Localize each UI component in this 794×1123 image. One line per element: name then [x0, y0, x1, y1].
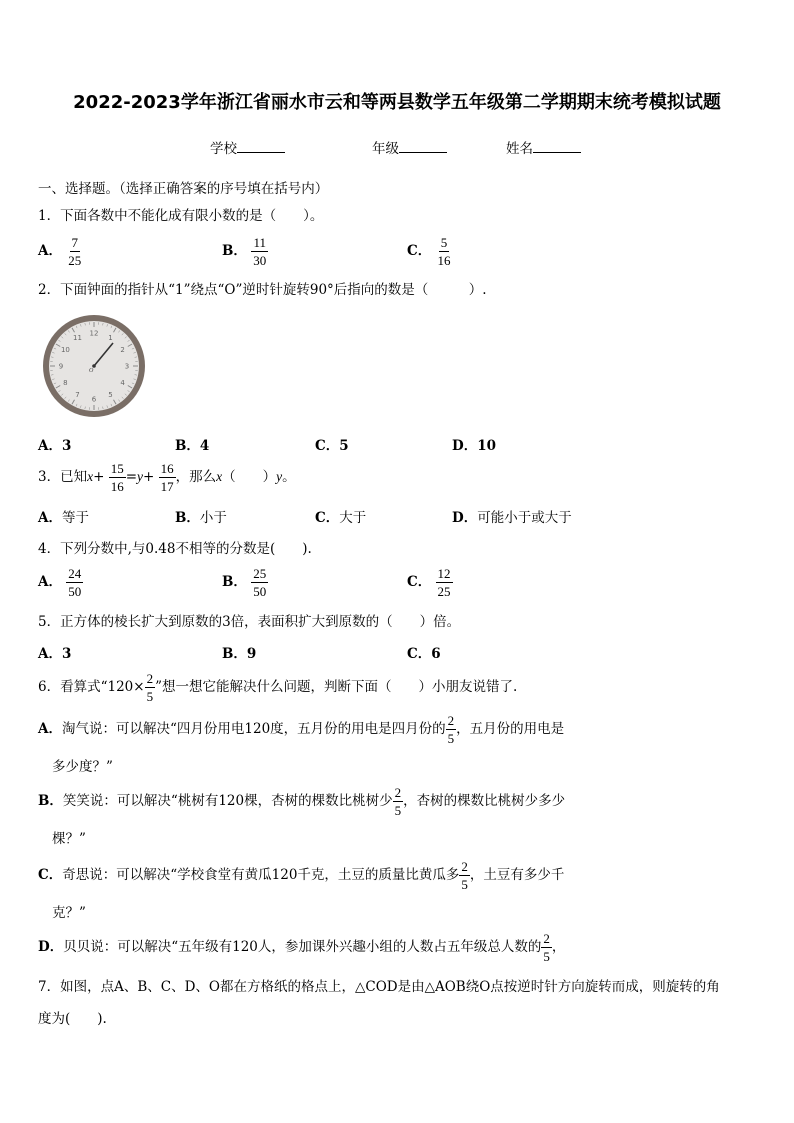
q3-prefix: 3．已知: [38, 469, 88, 485]
clock-number: 12: [89, 329, 99, 338]
equals-sign: =: [125, 469, 138, 485]
q3-option-a: [38, 509, 89, 527]
q6-option-c: [38, 860, 564, 891]
option-letter: C．: [407, 646, 432, 662]
grade-blank: [399, 140, 447, 153]
option-letter: C．: [407, 574, 432, 590]
q4-option-a: [38, 567, 83, 598]
question-4-stem: 4．下列分数中,与0.48不相等的分数是( ).: [38, 541, 312, 557]
option-letter: B．: [38, 793, 63, 809]
option-text: 贝贝说：可以解决“五年级有120人，参加课外兴趣小组的人数占五年级总人数的: [63, 939, 542, 955]
grade-field: [372, 140, 447, 158]
q3-option-d: [452, 509, 572, 527]
plus-sign: +: [143, 469, 155, 485]
q5-option-b: [222, 645, 256, 663]
q6-stem-part: 6．看算式“120×: [38, 679, 145, 695]
option-text: ，五月份的用电是: [456, 721, 565, 737]
question-3-stem: [38, 462, 296, 493]
option-letter: B．: [175, 438, 200, 454]
denominator: 50: [68, 584, 82, 599]
q2-option-a: [38, 437, 71, 455]
option-letter: B．: [175, 510, 200, 526]
question-7-line1: 7．如图，点A、B、C、D、O都在方格纸的格点上，△COD是由△AOB绕O点按逆时针方向旋转而成，则旋转的角: [38, 979, 720, 995]
option-text: 小于: [199, 510, 227, 526]
clock-number: 6: [91, 395, 97, 404]
numerator: 2: [461, 859, 468, 874]
fraction: [436, 236, 453, 267]
option-text: ，土豆有多少千: [469, 867, 565, 883]
q6-option-d: [38, 932, 565, 963]
q6-option-b-continued: 棵？”: [52, 831, 86, 847]
fraction: [436, 567, 453, 598]
clock-number: 7: [75, 391, 80, 400]
option-letter: C．: [407, 243, 432, 259]
q6-option-c-continued: 克？”: [52, 905, 86, 921]
fraction: [446, 714, 457, 745]
option-letter: A．: [38, 721, 62, 737]
option-letter: B．: [222, 243, 247, 259]
option-text: 9: [246, 646, 257, 662]
q2-option-b: [175, 437, 209, 455]
denominator: 17: [160, 479, 174, 494]
denominator: 5: [543, 949, 550, 964]
q1-option-b: [222, 236, 268, 267]
q3-mid: ，那么: [175, 469, 217, 485]
option-letter: B．: [222, 574, 247, 590]
q6-option-a: [38, 714, 564, 745]
clock-number: 2: [120, 346, 125, 354]
denominator: 16: [437, 253, 451, 268]
q4-option-b: [222, 567, 268, 598]
section-heading: 一、选择题。（选择正确答案的序号填在括号内）: [38, 181, 329, 197]
answer-blank: （ ）: [222, 469, 277, 485]
clock-number: 5: [108, 391, 113, 400]
school-field: [210, 140, 285, 158]
numerator: 7: [71, 235, 79, 250]
option-text: 大于: [339, 510, 367, 526]
question-1-stem: 1．下面各数中不能化成有限小数的是（ ）。: [38, 208, 324, 224]
numerator: 16: [160, 461, 174, 476]
q5-option-c: [407, 645, 441, 663]
clock-number: 1: [108, 333, 113, 342]
numerator: 25: [253, 566, 267, 581]
q4-option-c: [407, 567, 453, 598]
q3-option-c: [315, 509, 366, 527]
denominator: 5: [394, 803, 402, 818]
clock-number: 4: [120, 379, 125, 387]
question-6-stem: [38, 672, 517, 703]
q6-option-b: [38, 786, 565, 817]
fraction: [393, 786, 404, 817]
option-letter: C．: [315, 438, 340, 454]
numerator: 5: [440, 235, 448, 250]
q3-option-b: [175, 509, 227, 527]
clock-number: 3: [124, 362, 130, 371]
option-text: 10: [477, 438, 497, 454]
numerator: 2: [543, 931, 550, 946]
name-label: 姓名: [506, 141, 533, 157]
q6-stem-part: ”想一想它能解决什么问题，判断下面（ ）小朋友说错了.: [155, 679, 518, 695]
var-y: y: [276, 469, 283, 484]
numerator: 2: [146, 671, 154, 686]
clock-figure: [40, 312, 148, 420]
option-text: 淘气说：可以解决“四月份用电120度，五月份的用电是四月份的: [61, 721, 446, 737]
numerator: 15: [110, 461, 124, 476]
q2-option-c: [315, 437, 349, 455]
denominator: 16: [110, 479, 124, 494]
option-letter: A．: [38, 243, 62, 259]
option-letter: B．: [222, 646, 247, 662]
fraction: [159, 462, 176, 493]
plus-sign: +: [93, 469, 105, 485]
center-label: O: [89, 368, 94, 374]
grade-label: 年级: [372, 141, 399, 157]
option-letter: C．: [315, 510, 340, 526]
denominator: 5: [146, 689, 154, 704]
option-letter: C．: [38, 867, 63, 883]
option-text: 等于: [61, 510, 89, 526]
q1-option-c: [407, 236, 453, 267]
numerator: 24: [68, 566, 82, 581]
question-7-line2: 度为( ).: [38, 1011, 107, 1027]
denominator: 5: [447, 731, 455, 746]
page-title: 2022-2023学年浙江省丽水市云和等两县数学五年级第二学期期末统考模拟试题: [73, 92, 721, 113]
question-2-stem: 2．下面钟面的指针从“1”绕点“O”逆时针旋转90°后指向的数是（ ）.: [38, 282, 487, 298]
clock-number: 8: [63, 379, 68, 387]
numerator: 12: [437, 566, 451, 581]
var-x: x: [216, 469, 223, 484]
clock-number: 10: [60, 346, 70, 354]
option-letter: A．: [38, 574, 62, 590]
option-letter: D．: [38, 939, 64, 955]
fraction: [109, 462, 126, 493]
option-letter: A．: [38, 646, 62, 662]
option-letter: D．: [452, 438, 478, 454]
question-5-stem: 5．正方体的棱长扩大到原数的3倍，表面积扩大到原数的（ ）倍。: [38, 614, 461, 630]
denominator: 25: [68, 253, 82, 268]
school-label: 学校: [210, 141, 237, 157]
numerator: 2: [447, 713, 455, 728]
name-blank: [533, 140, 581, 153]
fraction: [145, 672, 156, 703]
q2-option-d: [452, 437, 496, 455]
numerator: 2: [394, 785, 402, 800]
denominator: 5: [461, 877, 468, 892]
q1-option-a: [38, 236, 83, 267]
option-text: 4: [199, 438, 210, 454]
school-blank: [237, 140, 285, 153]
denominator: 25: [437, 584, 451, 599]
fraction: [251, 236, 268, 267]
option-text: ，杏树的棵数比桃树少多少: [403, 793, 566, 809]
fraction: [66, 236, 83, 267]
fraction: [66, 567, 83, 598]
option-text: 3: [61, 438, 72, 454]
option-text: ，: [551, 939, 566, 955]
option-text: 6: [431, 646, 441, 662]
q6-option-a-continued: 多少度？”: [52, 759, 113, 775]
option-letter: A．: [38, 510, 62, 526]
name-field: [506, 140, 581, 158]
clock-number: 11: [73, 333, 82, 342]
option-letter: A．: [38, 438, 62, 454]
clock-number: 9: [58, 362, 64, 371]
denominator: 30: [253, 253, 267, 268]
q3-end: 。: [282, 469, 296, 485]
fraction: [459, 860, 470, 891]
var-y: y: [137, 469, 144, 484]
fraction: [541, 932, 552, 963]
option-text: 笑笑说：可以解决“桃树有120棵，杏树的棵数比桃树少: [62, 793, 393, 809]
option-text: 可能小于或大于: [477, 510, 572, 526]
option-text: 奇思说：可以解决“学校食堂有黄瓜120千克，土豆的质量比黄瓜多: [62, 867, 460, 883]
option-text: 3: [61, 646, 72, 662]
q5-option-a: [38, 645, 71, 663]
fraction: [251, 567, 268, 598]
var-x: x: [87, 469, 94, 484]
option-letter: D．: [452, 510, 478, 526]
denominator: 50: [253, 584, 267, 599]
numerator: 11: [253, 235, 266, 250]
option-text: 5: [339, 438, 349, 454]
